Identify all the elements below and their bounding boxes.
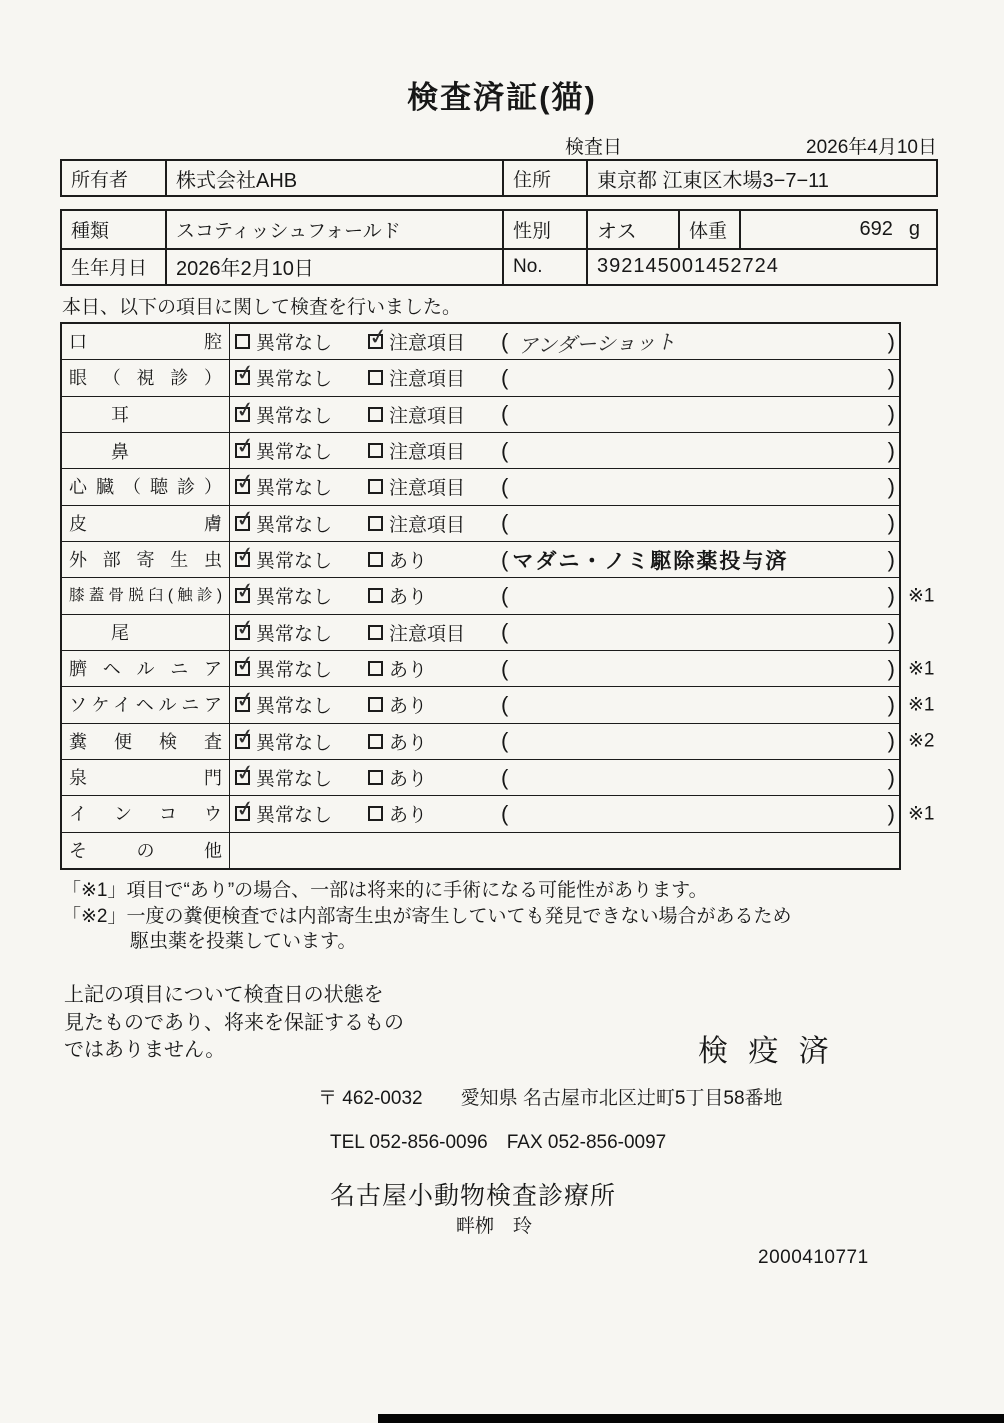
option-attention [368,582,501,609]
checkmark-icon: ✓ [234,431,257,460]
footnote-2-continued: 駆虫薬を投薬しています。 [130,931,357,952]
option-label-attention: あり [389,587,428,609]
inspection-date-value: 2026年4月10日 [806,137,937,158]
certificate-number-value: 392145001452724 [586,248,936,285]
open-paren: ( [501,364,509,390]
checkmark-icon: ✓ [234,468,257,496]
checklist-row [62,359,899,395]
option-attention [368,364,501,391]
option-label-attention: 注意項目 [389,369,466,391]
comment-area [501,474,899,500]
owner-address-value: 東京都 江東区木場3−7−11 [586,161,936,195]
footnote-1: 「※1」項目で“あり”の場合、一部は将来的に手術になる可能性があります。 [62,880,708,901]
option-no-abnormality [234,504,368,537]
reference-mark: ※1 [908,694,935,716]
option-label-no-abnormality: 異常なし [256,405,333,427]
option-attention [368,401,501,428]
item-label: 皮膚 [62,506,230,541]
option-no-abnormality [234,758,368,791]
checkmark-icon: ✓ [234,613,257,641]
inspection-date-row [565,132,937,159]
footnotes [62,878,792,955]
option-attention [368,510,501,537]
close-paren: ) [887,546,895,572]
checkbox-no-abnormality [234,758,257,787]
item-label: 耳 [62,397,230,432]
option-attention [368,691,501,718]
close-paren: ) [887,437,895,463]
page-title: 検査済証(猫) [407,80,597,115]
comment-area [501,692,899,718]
open-paren: ( [501,728,509,754]
item-result [230,760,899,795]
option-label-attention: あり [389,769,428,791]
scan-artifact-bar [378,1414,1004,1423]
option-label-no-abnormality: 異常なし [256,769,333,791]
item-label: ソケイヘルニア [62,687,230,722]
close-paren: ) [887,328,895,354]
checklist-row [62,541,899,577]
item-label: 心臓（聴診） [62,469,230,504]
quarantine-stamp: 検 疫 済 [698,1035,835,1068]
option-no-abnormality [234,613,368,646]
option-label-no-abnormality: 異常なし [256,551,333,573]
option-label-no-abnormality: 異常なし [256,333,333,355]
weight-value [739,211,936,248]
option-attention [368,473,501,500]
checkbox-attention [368,697,383,712]
close-paren: ) [887,764,895,790]
option-attention [368,800,501,827]
option-no-abnormality [234,577,368,609]
option-attention [368,619,501,646]
option-attention [367,322,501,355]
option-label-no-abnormality: 異常なし [256,660,333,682]
option-label-no-abnormality: 異常なし [256,369,333,391]
checkbox-attention [368,806,383,821]
checkbox-no-abnormality [234,577,257,605]
checkmark-icon: ✓ [234,686,257,714]
breed-label: 種類 [71,220,110,242]
option-attention [368,728,501,755]
close-paren: ) [887,364,895,390]
option-attention [368,546,501,573]
item-result [230,324,899,359]
option-attention [368,764,501,791]
checkbox-attention [368,588,383,603]
disclaimer-line-1: 上記の項目について検査日の状態を [64,984,384,1006]
checkbox-no-abnormality [235,334,250,349]
option-label-no-abnormality: 異常なし [256,587,333,609]
checklist-row [62,759,899,795]
item-result [230,469,899,504]
item-label: その他 [62,833,230,868]
breed-value: スコティッシュフォールド [165,211,502,248]
checklist-row [62,396,899,432]
item-label: 眼（視診） [62,360,230,395]
comment-area [501,327,899,356]
close-paren: ) [887,728,895,754]
option-no-abnormality [234,686,368,718]
option-label-no-abnormality: 異常なし [256,478,333,500]
option-label-attention: 注意項目 [389,514,466,536]
option-no-abnormality [235,328,368,355]
checklist-row [62,505,899,541]
reference-mark: ※2 [908,730,935,752]
item-label: 尾 [62,615,230,650]
checklist-row [62,468,899,504]
checkbox-attention [368,734,383,749]
comment-area [501,619,899,645]
open-paren: ( [501,401,509,427]
option-attention [368,437,501,464]
checkbox-attention [368,443,383,458]
item-result [230,578,899,613]
checkmark-icon: ✓ [234,722,257,750]
clinic-name: 名古屋小動物検査診療所 [330,1182,617,1210]
comment-area [501,801,899,827]
weight-unit: g [908,217,920,240]
option-no-abnormality [234,540,368,573]
clinic-address: 愛知県 名古屋市北区辻町5丁目58番地 [460,1088,783,1109]
checkbox-no-abnormality [234,468,257,496]
sex-label: 性別 [502,211,586,248]
certificate-number-label: No. [502,248,586,285]
checkmark-icon: ✓ [234,758,257,787]
signer-name: 畔栁 玲 [456,1216,533,1237]
checkbox-no-abnormality [234,613,257,641]
owner-value: 株式会社AHB [165,161,502,195]
open-paren: ( [501,328,509,354]
open-paren: ( [501,473,509,499]
close-paren: ) [887,619,895,645]
comment-area [501,438,899,464]
comment-area [501,656,899,682]
checkmark-icon: ✓ [234,504,257,532]
option-no-abnormality [234,795,368,827]
checkbox-attention [368,625,383,640]
checklist-row [62,722,935,759]
reference-mark: ※1 [908,658,935,680]
checklist-row [62,432,899,468]
checkmark-icon: ✓ [234,359,257,387]
checkbox-no-abnormality [234,722,257,750]
disclaimer-line-3: ではありません。 [64,1039,226,1061]
item-label: インコウ [62,796,230,831]
reference-mark: ※1 [908,585,935,607]
clinic-address-row [318,1083,783,1110]
comment-area [501,765,899,791]
option-no-abnormality [234,468,368,500]
checkbox-attention [367,322,390,351]
comment-area [501,583,899,609]
option-label-no-abnormality: 異常なし [256,805,333,827]
option-label-attention: 注意項目 [389,333,466,355]
close-paren: ) [887,401,895,427]
checkbox-no-abnormality [234,540,257,569]
checkbox-no-abnormality [234,359,257,387]
option-label-attention: 注意項目 [389,405,466,427]
checklist-row [62,649,935,686]
item-result [230,615,899,650]
comment-area [501,401,899,427]
item-result [230,397,899,432]
option-label-no-abnormality: 異常なし [256,442,333,464]
checklist-row [62,832,899,868]
close-paren: ) [887,800,895,826]
item-label: 膝蓋骨脱臼(触診) [62,578,230,613]
checkmark-icon: ✓ [234,649,257,678]
checkbox-attention [368,370,383,385]
disclaimer-line-2: 見たものであり、将来を保証するもの [64,1011,404,1034]
checkbox-attention [368,479,383,494]
option-no-abnormality [234,722,368,755]
open-paren: ( [501,691,509,717]
item-result [230,724,899,759]
open-paren: ( [501,437,509,463]
checkbox-no-abnormality [234,395,257,423]
disclaimer-text [64,982,404,1065]
checkbox-no-abnormality [234,649,257,678]
item-result [230,360,899,395]
close-paren: ) [887,473,895,499]
comment-area [501,510,899,536]
option-no-abnormality [234,395,368,428]
close-paren: ) [887,655,895,681]
comment-area [501,365,899,391]
item-result [230,542,899,577]
checklist-table [60,322,935,870]
item-label: 糞便検査 [62,724,230,759]
option-label-no-abnormality: 異常なし [256,732,333,754]
intro-text: 本日、以下の項目に関して検査を行いました。 [62,297,462,318]
birthdate-value: 2026年2月10日 [165,248,502,285]
close-paren: ) [887,582,895,608]
close-paren: ) [887,510,895,536]
item-result [230,433,899,468]
postal-code: 〒 462-0032 [318,1088,423,1109]
comment-area [501,728,899,754]
tel-fax-line: TEL 052-856-0096 FAX 052-856-0097 [330,1132,667,1153]
owner-table [60,159,938,197]
item-result [230,687,899,722]
item-label: 泉門 [62,760,230,795]
item-label: 臍ヘルニア [62,651,230,686]
checkbox-no-abnormality [234,431,257,460]
sex-value: オス [586,211,678,248]
owner-label: 所有者 [71,169,129,191]
option-no-abnormality [234,431,368,464]
reference-mark: ※1 [908,803,935,825]
open-paren: ( [501,619,509,645]
pet-info-table [60,209,938,286]
checkmark-icon: ✓ [234,395,257,423]
birthdate-label: 生年月日 [62,248,165,285]
checkbox-no-abnormality [234,686,257,714]
checklist-row [62,614,899,650]
footnote-2: 「※2」一度の糞便検査では内部寄生虫が寄生していても発見できない場合があるため [62,905,792,927]
close-paren: ) [887,691,895,717]
open-paren: ( [501,800,509,826]
checkmark-icon: ✓ [234,795,257,823]
checkbox-attention [368,516,383,531]
item-result [230,651,899,686]
serial-number: 2000410771 [758,1247,869,1268]
checkbox-attention [368,552,383,567]
option-label-no-abnormality: 異常なし [256,696,333,718]
option-no-abnormality [234,649,368,682]
item-label: 口腔 [62,324,230,359]
item-result [230,796,899,831]
option-label-attention: あり [389,696,428,718]
comment-text: マダニ・ノミ駆除薬投与済 [512,549,789,573]
item-label: 外部寄生虫 [62,542,230,577]
checklist-row [62,324,899,359]
checklist-row [62,686,935,722]
checkbox-attention [368,407,383,422]
item-result [230,506,899,541]
checklist-row [62,795,935,831]
open-paren: ( [501,510,509,536]
option-label-no-abnormality: 異常なし [256,514,333,536]
open-paren: ( [501,655,509,681]
option-no-abnormality [234,359,368,391]
option-label-attention: あり [389,732,428,754]
checkbox-attention [368,770,383,785]
comment-area [501,545,899,575]
checkbox-no-abnormality [234,504,257,532]
checkmark-icon: ✓ [234,577,257,605]
checkbox-attention [368,661,383,676]
checkbox-no-abnormality [234,795,257,823]
open-paren: ( [501,582,509,608]
owner-address-label: 住所 [502,161,586,195]
checkmark-icon: ✓ [234,540,257,569]
weight-number: 692 [859,217,893,240]
checklist-row [62,577,935,613]
open-paren: ( [501,546,509,572]
option-attention [368,655,501,682]
checkmark-icon: ✓ [367,322,390,351]
open-paren: ( [501,764,509,790]
option-label-attention: あり [389,660,428,682]
comment-text: アンダーショット [518,331,677,358]
option-label-no-abnormality: 異常なし [256,623,333,645]
weight-label: 体重 [678,211,739,248]
option-label-attention: 注意項目 [389,478,466,500]
item-result [230,833,899,868]
option-label-attention: あり [389,805,428,827]
item-label: 鼻 [62,433,230,468]
inspection-date-label: 検査日 [565,137,623,158]
option-label-attention: 注意項目 [389,623,466,645]
option-label-attention: 注意項目 [389,442,466,464]
option-label-attention: あり [389,551,428,573]
